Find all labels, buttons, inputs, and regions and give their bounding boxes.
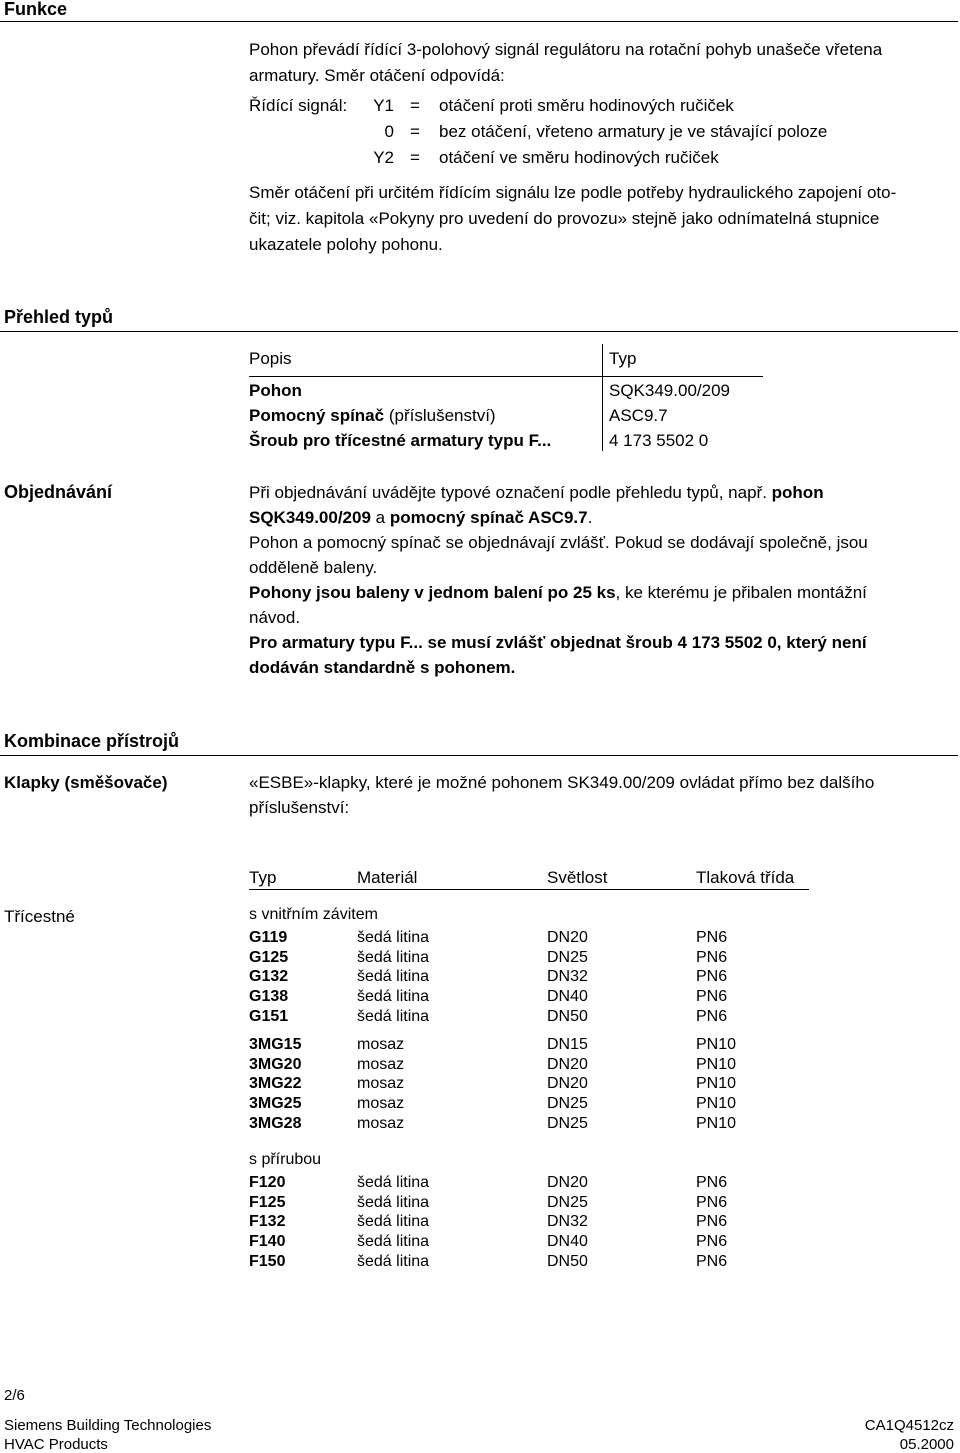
objednavani-p3-rest: , ke kterému je přibalen montážní <box>615 583 867 602</box>
objednavani-p3-bold: Pohony jsou baleny v jednom balení po 25 ks <box>249 583 616 602</box>
valve-pn: PN6 <box>696 1213 728 1231</box>
group-label-priruba: s přírubou <box>249 1151 322 1168</box>
valve-type: 3MG20 <box>249 1055 302 1073</box>
klapky-line1: «ESBE»-klapky, které je možné pohonem SK349.00/209 ovládat přímo bez dalšího <box>249 773 875 792</box>
valve-material: mosaz <box>357 1036 405 1053</box>
valve-type: F120 <box>249 1174 286 1191</box>
objednavani-p1-accessory: pomocný spínač ASC9.7 <box>389 508 588 527</box>
type-row-desc-rest: (příslušenství) <box>384 406 496 425</box>
valve-dn: DN25 <box>547 1114 588 1132</box>
valve-material: šedá litina <box>357 929 430 946</box>
valve-type: 3MG28 <box>249 1114 302 1132</box>
valve-dn: DN25 <box>547 1193 588 1211</box>
type-row-desc <box>249 381 302 401</box>
valve-material: šedá litina <box>357 1174 430 1191</box>
valve-material: šedá litina <box>357 1007 430 1025</box>
valve-type: G125 <box>249 948 289 966</box>
footer-division: HVAC Products <box>4 1436 108 1453</box>
objednavani-p3-line1 <box>249 583 867 603</box>
type-row-desc <box>249 431 551 451</box>
valve-col-svetlost: Světlost <box>547 868 608 887</box>
valve-pn: PN6 <box>696 1174 728 1191</box>
prehled-col-popis: Popis <box>249 349 292 368</box>
valve-dn: DN50 <box>547 1252 588 1270</box>
valve-pn: PN6 <box>696 1252 728 1270</box>
type-row-desc-bold: Šroub pro třícestné armatury typu F... <box>249 431 552 450</box>
valve-material: šedá litina <box>357 1233 430 1251</box>
valve-type: F140 <box>249 1233 286 1251</box>
valve-type: G138 <box>249 988 289 1006</box>
objednavani-p4-line1: Pro armatury typu F... se musí zvlášť objednat šroub 4 173 5502 0, který není <box>249 633 867 652</box>
prehled-col-divider <box>602 344 603 451</box>
valve-dn: DN50 <box>547 1007 588 1025</box>
valve-dn: DN20 <box>547 1075 588 1093</box>
type-row-code: SQK349.00/209 <box>609 381 730 400</box>
objednavani-p1-code: SQK349.00/209 <box>249 508 371 527</box>
objednavani-p1-dot: . <box>587 508 593 527</box>
valve-col-tlakova-trida: Tlaková třída <box>696 868 795 887</box>
prehled-col-typ: Typ <box>609 349 637 368</box>
objednavani-p1-text: Při objednávání uvádějte typové označení podle přehledu typů, např. <box>249 483 772 502</box>
signal-row <box>360 122 860 144</box>
group-label-vnitrni-zavit: s vnitřním závitem <box>249 906 378 923</box>
valve-type: 3MG25 <box>249 1095 302 1113</box>
valve-type: F132 <box>249 1213 286 1231</box>
page-number: 2/6 <box>4 1387 25 1404</box>
objednavani-p1-line1 <box>249 483 824 503</box>
section-heading-kombinace: Kombinace přístrojů <box>4 731 180 751</box>
type-row-desc-bold: Pomocný spínač <box>249 406 385 425</box>
funkce-note-line1: Směr otáčení při určitém řídícím signálu lze podle potřeby hydraulického zapojení oto- <box>249 183 897 202</box>
signal-row <box>360 96 860 118</box>
objednavani-p1-pohon: pohon <box>771 483 824 502</box>
signal-equals: = <box>410 148 420 167</box>
valve-pn: PN10 <box>696 1075 737 1093</box>
valve-dn: DN15 <box>547 1036 588 1053</box>
valve-material: šedá litina <box>357 968 430 986</box>
valve-material: šedá litina <box>357 1252 430 1270</box>
valve-pn: PN10 <box>696 1095 737 1113</box>
section-heading-prehled: Přehled typů <box>4 307 114 327</box>
valve-pn: PN6 <box>696 1007 728 1025</box>
objednavani-p3-line2: návod. <box>249 608 301 627</box>
section-heading-funkce: Funkce <box>4 0 68 19</box>
type-row-desc-bold: Pohon <box>249 381 302 400</box>
objednavani-p2-line2: odděleně baleny. <box>249 558 378 577</box>
valve-pn: PN10 <box>696 1036 737 1053</box>
valve-pn: PN6 <box>696 929 728 946</box>
objednavani-p4-line2: dodáván standardně s pohonem. <box>249 658 516 677</box>
signal-desc: otáčení ve směru hodinových ručiček <box>439 148 719 167</box>
section-rule <box>0 331 958 332</box>
valve-pn: PN6 <box>696 1233 728 1251</box>
section-rule <box>0 755 958 756</box>
valve-material: mosaz <box>357 1075 405 1093</box>
valve-type: 3MG22 <box>249 1075 302 1093</box>
footer-date: 05.2000 <box>899 1436 954 1453</box>
signal-desc: bez otáčení, vřeteno armatury je ve stávající poloze <box>439 122 828 141</box>
funkce-note-line2: čit; viz. kapitola «Pokyny pro uvedení do provozu» stejně jako odnímatelná stupnice <box>249 209 880 228</box>
valve-col-typ: Typ <box>249 868 277 887</box>
signal-label: Řídící signál: <box>249 96 348 115</box>
valve-dn: DN32 <box>547 1213 588 1231</box>
valve-type: G119 <box>249 929 288 946</box>
valve-dn: DN25 <box>547 1095 588 1113</box>
valve-type: F125 <box>249 1193 286 1211</box>
valve-pn: PN10 <box>696 1055 737 1073</box>
objednavani-p1-and: a <box>370 508 390 527</box>
valve-type: G151 <box>249 1007 289 1025</box>
valve-material: šedá litina <box>357 1193 430 1211</box>
footer-company: Siemens Building Technologies <box>4 1417 212 1434</box>
klapky-label: Klapky (směšovače) <box>4 773 168 792</box>
valve-dn: DN25 <box>547 948 588 966</box>
valve-dn: DN32 <box>547 968 588 986</box>
signal-desc: otáčení proti směru hodinových ručiček <box>439 96 734 115</box>
objednavani-p1-line2 <box>249 508 592 528</box>
section-heading-objednavani: Objednávání <box>4 482 113 502</box>
valve-material: mosaz <box>357 1095 405 1113</box>
valve-pn: PN6 <box>696 968 728 986</box>
prehled-header-rule <box>249 376 763 377</box>
funkce-intro-line1: Pohon převádí řídící 3-polohový signál regulátoru na rotační pohyb unašeče vřetena <box>249 40 883 59</box>
valve-type: 3MG15 <box>249 1036 302 1053</box>
valve-pn: PN6 <box>696 948 728 966</box>
valve-dn: DN20 <box>547 929 588 946</box>
valve-col-material: Materiál <box>357 868 418 887</box>
objednavani-p2-line1: Pohon a pomocný spínač se objednávají zvlášť. Pokud se dodávají společně, jsou <box>249 533 868 552</box>
signal-code: Y1 <box>373 96 394 115</box>
funkce-intro-line2: armatury. Směr otáčení odpovídá: <box>249 66 505 85</box>
type-row-desc <box>249 406 496 426</box>
valve-material: šedá litina <box>357 948 430 966</box>
valve-dn: DN20 <box>547 1055 588 1073</box>
signal-equals: = <box>410 96 420 115</box>
section-rule <box>0 21 958 22</box>
valve-material: šedá litina <box>357 1213 430 1231</box>
type-row-code: ASC9.7 <box>609 406 668 425</box>
valve-pn: PN6 <box>696 988 728 1006</box>
valve-dn: DN40 <box>547 1233 588 1251</box>
valve-type: G132 <box>249 968 289 986</box>
signal-equals: = <box>410 122 420 141</box>
valve-type: F150 <box>249 1252 286 1270</box>
signal-row <box>360 148 860 170</box>
tricestne-label: Třícestné <box>4 907 75 926</box>
valve-material: mosaz <box>357 1114 405 1132</box>
valve-dn: DN20 <box>547 1174 588 1191</box>
valve-pn: PN10 <box>696 1114 737 1132</box>
signal-code: 0 <box>384 122 394 141</box>
funkce-note-line3: ukazatele polohy pohonu. <box>249 235 443 254</box>
type-row-code: 4 173 5502 0 <box>609 431 709 450</box>
signal-code: Y2 <box>373 148 394 167</box>
valve-dn: DN40 <box>547 988 588 1006</box>
footer-doc-id: CA1Q4512cz <box>864 1417 954 1434</box>
valve-material: šedá litina <box>357 988 430 1006</box>
valve-material: mosaz <box>357 1055 405 1073</box>
valve-pn: PN6 <box>696 1193 728 1211</box>
klapky-line2: příslušenství: <box>249 798 350 817</box>
valve-header-rule <box>249 889 809 890</box>
